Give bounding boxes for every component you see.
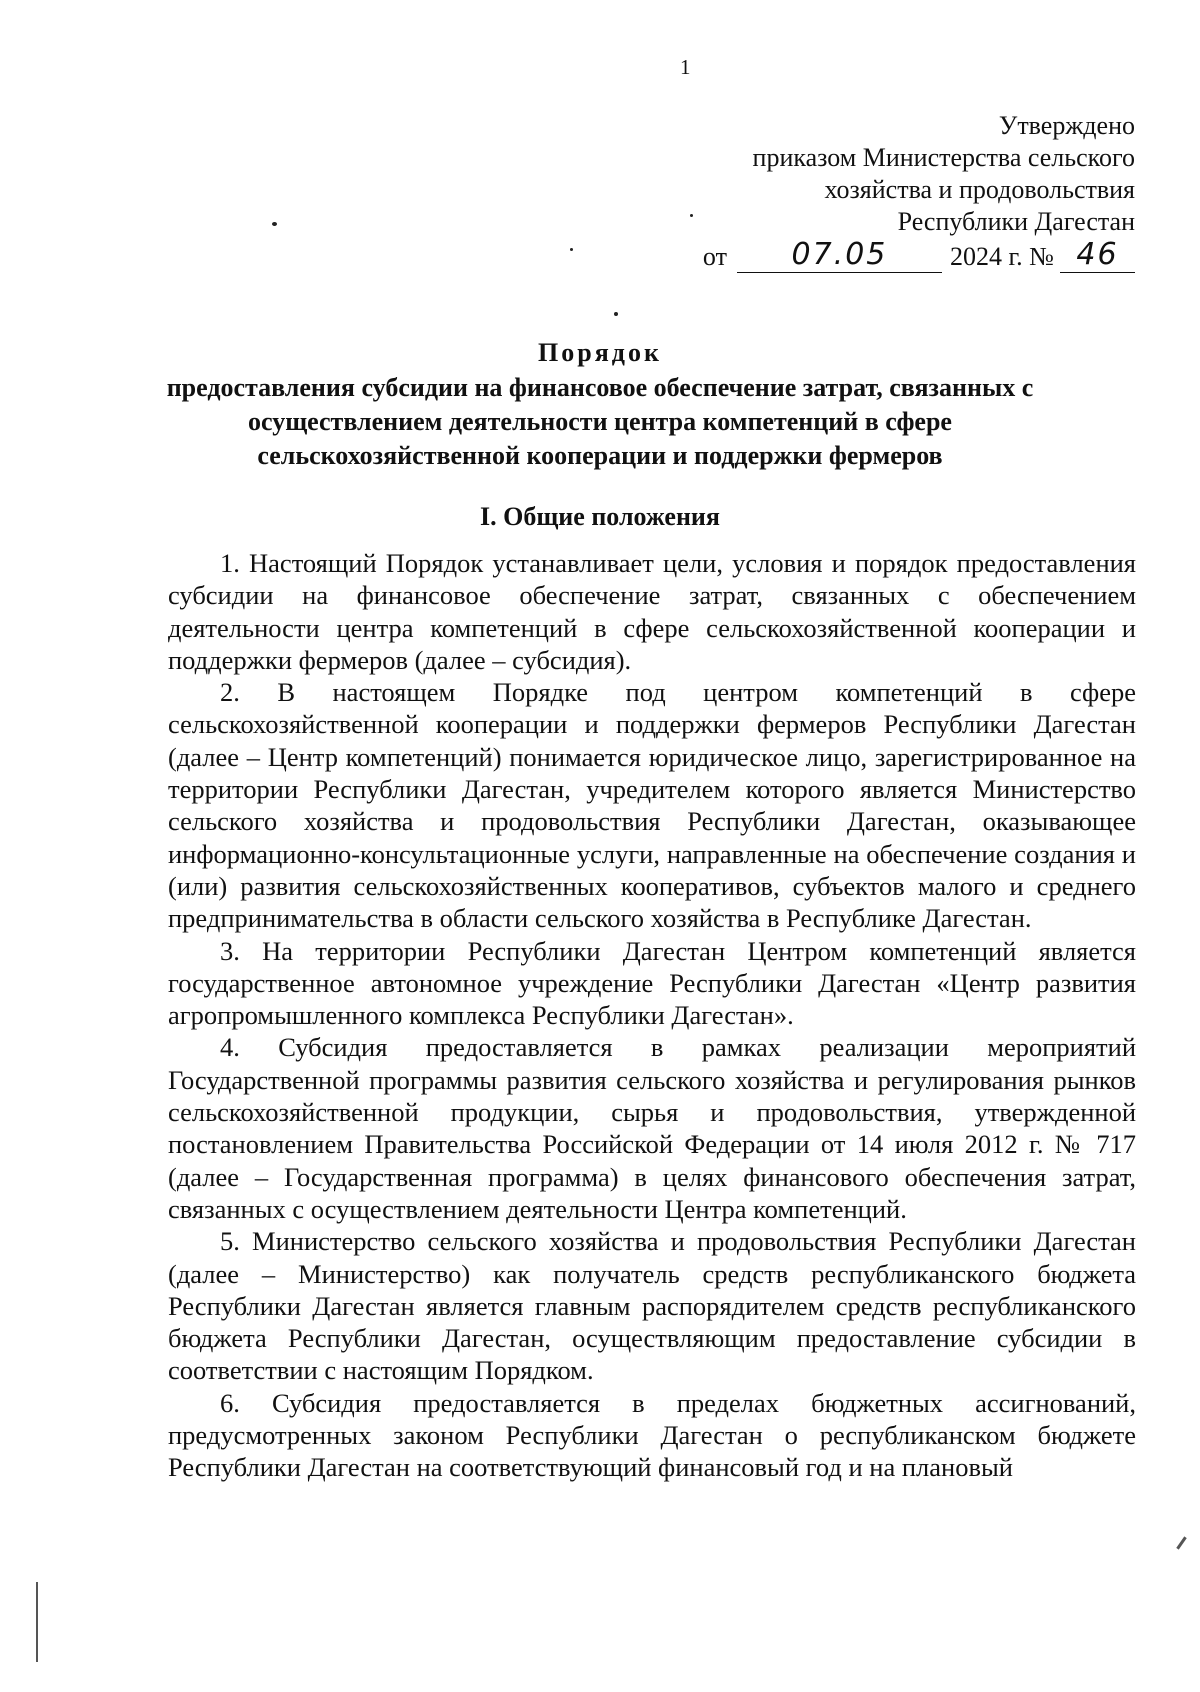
approval-line-2: приказом Министерства сельского <box>752 143 1135 172</box>
scan-speck <box>272 222 277 226</box>
handwritten-date: 07.05 <box>737 238 942 273</box>
approval-stamp-block <box>703 110 1135 273</box>
title-line-3: сельскохозяйственной кооперации и поддержки фермеров <box>257 441 943 470</box>
scan-edge-mark <box>1176 1536 1186 1549</box>
title-main: Порядок <box>538 338 662 367</box>
scan-speck <box>690 214 693 217</box>
paragraph-5: 5. Министерство сельского хозяйства и продовольствия Республики Дагестан (далее – Министерство) как получатель средств республиканского бюджета Республики Дагестан является главным распорядителем средств республиканского бюджета Республики Дагестан, осуществляющим предоставление субсидии в соответствии с настоящим Порядком. <box>168 1226 1136 1386</box>
paragraph-1: 1. Настоящий Порядок устанавливает цели, условия и порядок предоставления субсидии на финансовое обеспечение затрат, связанных с обеспечением деятельности центра компетенций в сфере сельскохозяйственной кооперации и поддержки фермеров (далее – субсидия). <box>168 548 1136 675</box>
document-title <box>150 335 1050 473</box>
approval-line-1: Утверждено <box>998 111 1135 140</box>
approval-date-prefix: от <box>702 242 727 271</box>
handwritten-order-number: 46 <box>1060 238 1135 273</box>
scan-margin-line <box>36 1582 38 1662</box>
title-line-1: предоставления субсидии на финансовое обеспечение затрат, связанных с <box>166 373 1034 402</box>
scan-speck <box>570 248 573 251</box>
approval-date-line <box>703 238 1135 273</box>
paragraph-2: 2. В настоящем Порядке под центром компетенций в сфере сельскохозяйственной кооперации и поддержки фермеров Республики Дагестан (далее – Центр компетенций) понимается юридическое лицо, зарегистрированное на территории Республики Дагестан, учредителем которого является Министерство сельского хозяйства и продовольствия Республики Дагестан, оказывающее информационно-консультационные услуги, направленные на обеспечение создания и (или) развития сельскохозяйственных кооперативов, субъектов малого и среднего предпринимательства в области сельского хозяйства в Республике Дагестан. <box>168 677 1136 934</box>
approval-year-number-label: 2024 г. № <box>949 242 1054 271</box>
scan-speck <box>614 312 618 316</box>
paragraph-6: 6. Субсидия предоставляется в пределах бюджетных ассигнований, предусмотренных законом Республики Дагестан о республиканском бюджете Республики Дагестан на соответствующий финансовый год и на плановый <box>168 1387 1136 1483</box>
approval-line-3: хозяйства и продовольствия <box>824 175 1135 204</box>
title-line-2: осуществлением деятельности центра компетенций в сфере <box>248 407 952 436</box>
approval-line-4: Республики Дагестан <box>897 207 1135 236</box>
section-heading: I. Общие положения <box>480 502 720 531</box>
paragraph-4: 4. Субсидия предоставляется в рамках реализации мероприятий Государственной программы развития сельского хозяйства и регулирования рынков сельскохозяйственной продукции, сырья и продовольствия, утвержденной постановлением Правительства Российской Федерации от 14 июля 2012 г. № 717 (далее – Государственная программа) в целях финансового обеспечения затрат, связанных с осуществлением деятельности Центра компетенций. <box>168 1032 1136 1224</box>
paragraph-3: 3. На территории Республики Дагестан Центром компетенций является государственное автономное учреждение Республики Дагестан «Центр развития агропромышленного комплекса Республики Дагестан». <box>168 935 1136 1031</box>
page-number: 1 <box>680 55 691 79</box>
document-body <box>168 547 1136 1484</box>
